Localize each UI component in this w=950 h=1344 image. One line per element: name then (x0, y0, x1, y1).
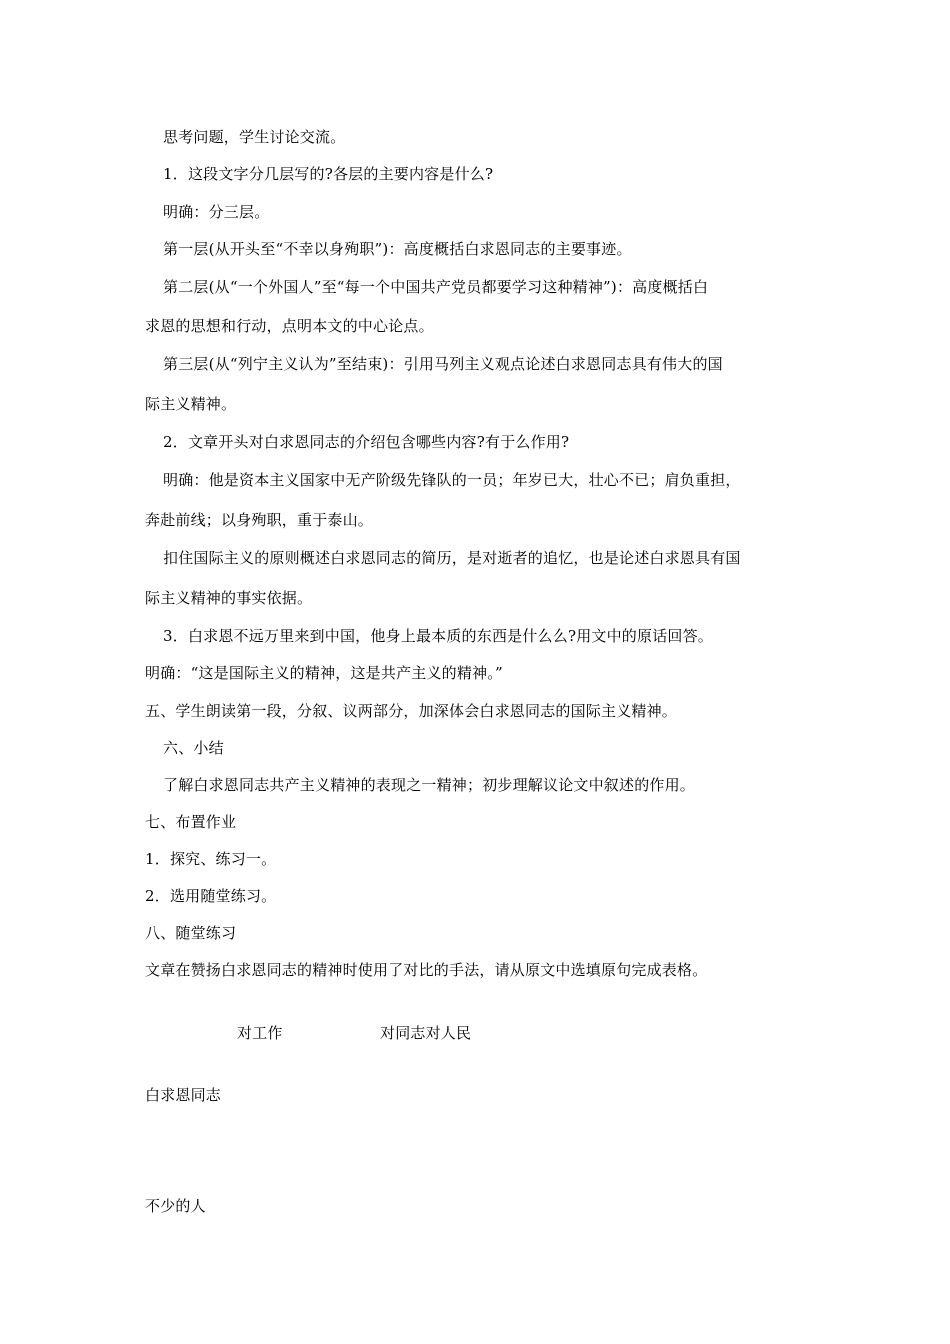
table-row-label-others: 不少的人 (145, 1197, 206, 1215)
paragraph: 明确：“这是国际主义的精神，这是共产主义的精神。” (145, 664, 503, 682)
paragraph: 际主义精神。 (145, 395, 237, 413)
table-row-label-bethune: 白求恩同志 (145, 1086, 222, 1104)
answer-label: 明确：分三层。 (163, 203, 270, 221)
paragraph: 求恩的思想和行动，点明本文的中心论点。 (145, 317, 434, 335)
section-heading: 七、布置作业 (145, 813, 237, 831)
paragraph: 文章在赞扬白求恩同志的精神时使用了对比的手法，请从原文中选填原句完成表格。 (145, 961, 708, 979)
question-2: 2．文章开头对白求恩同志的介绍包含哪些内容?有于么作用? (163, 433, 570, 451)
paragraph: 第三层(从“列宁主义认为”至结束)：引用马列主义观点论述白求恩同志具有伟大的国 (163, 355, 723, 373)
paragraph: 了解白求恩同志共产主义精神的表现之一精神；初步理解议论文中叙述的作用。 (163, 776, 696, 794)
paragraph: 第一层(从开头至“不幸以身殉职”)：高度概括白求恩同志的主要事迹。 (163, 240, 632, 258)
section-heading: 五、学生朗读第一段，分叙、议两部分，加深体会白求恩同志的国际主义精神。 (145, 702, 678, 720)
section-heading: 六、小结 (163, 739, 224, 757)
paragraph: 奔赴前线；以身殉职，重于泰山。 (145, 511, 374, 529)
question-1: 1．这段文字分几层写的?各层的主要内容是什么? (163, 165, 494, 183)
paragraph: 扣住国际主义的原则概述白求恩同志的简历，是对逝者的追忆，也是论述白求恩具有国 (163, 549, 741, 567)
paragraph: 思考问题，学生讨论交流。 (163, 128, 346, 146)
table-header-work: 对工作 (237, 1024, 283, 1042)
paragraph: 明确：他是资本主义国家中无产阶级先锋队的一员；年岁已大，壮心不已；肩负重担， (163, 471, 741, 489)
paragraph: 第二层(从“一个外国人”至“每一个中国共产党员都要学习这种精神”)：高度概括白 (163, 278, 709, 296)
section-heading: 八、随堂练习 (145, 924, 237, 942)
paragraph: 际主义精神的事实依据。 (145, 589, 313, 607)
question-3: 3．白求恩不远万里来到中国，他身上最本质的东西是什么么?用文中的原话回答。 (163, 627, 713, 645)
list-item: 1．探究、练习一。 (145, 850, 277, 868)
table-header-comrades: 对同志对人民 (380, 1024, 472, 1042)
list-item: 2．选用随堂练习。 (145, 887, 277, 905)
